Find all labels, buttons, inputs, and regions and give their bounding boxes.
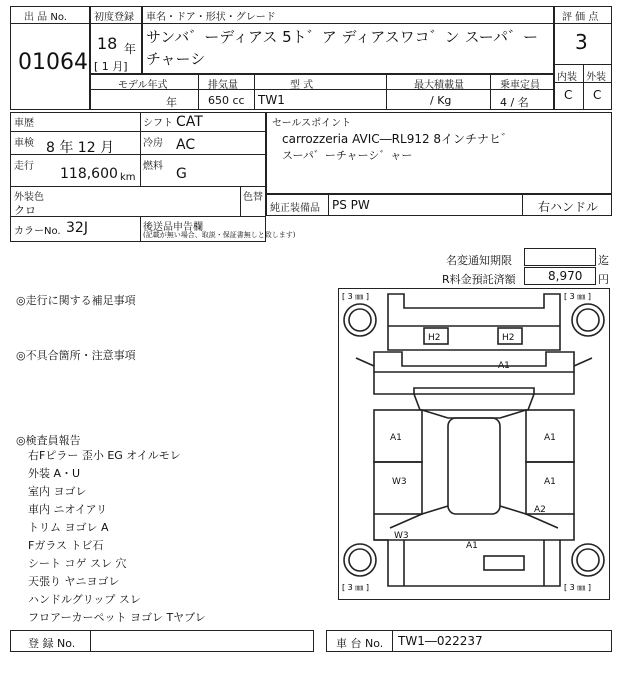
cc-value: 650 cc [208, 94, 245, 107]
chassis-label: 車 台 No. [336, 637, 384, 650]
equip-label: 純正装備品 [270, 203, 320, 214]
car-name: サンバ゛ーディアス 5ト゛ア ディアスワコ゛ン スーパ゛ーチャーシ [146, 28, 538, 68]
damage-mark: A2 [534, 505, 546, 515]
tire-depth-rr: [ 3 ㎜ ] [564, 583, 591, 592]
report-line: 右Fピラー 歪小 EG オイルモレ [28, 449, 181, 462]
tire-depth-fr: [ 3 ㎜ ] [564, 292, 591, 301]
grade-value: 3 [575, 30, 588, 54]
inspector-report-label: ◎検査員報告 [16, 434, 81, 447]
shift-label: シフト [143, 118, 173, 129]
defect-notes-label: ◎不具合箇所・注意事項 [16, 349, 136, 362]
seats-label: 乗車定員 [500, 80, 540, 91]
sales-line-1: carrozzeria AVIC―RL912 8インチナヒ゛ [282, 132, 514, 146]
handle-value: 右ハンドル [538, 200, 599, 214]
inspection-value: 8 年 12 月 [46, 140, 115, 156]
color-change-label: 色替 [243, 192, 263, 203]
recycle-label: R料金預託済額 [442, 273, 516, 286]
model-year-label: モデル年式 [118, 80, 168, 91]
report-line: Fガラス トビ石 [28, 539, 104, 552]
damage-mark: W3 [392, 477, 407, 487]
inspection-label: 車検 [14, 138, 34, 149]
cc-label: 排気量 [208, 80, 238, 91]
lot-label: 出 品 No. [24, 12, 67, 23]
tire-depth-fl: [ 3 ㎜ ] [342, 292, 369, 301]
lot-number: 01064 [18, 50, 88, 75]
color-no-label: カラーNo. [14, 226, 61, 237]
damage-mark: A1 [544, 433, 556, 443]
mileage-unit: km [120, 172, 136, 183]
seats-value: 4 / 名 [500, 96, 529, 109]
meter-deadline-box [524, 248, 596, 266]
tire-depth-rl: [ 3 ㎜ ] [342, 583, 369, 592]
damage-mark: H2 [428, 333, 441, 343]
meter-deadline-label: 名変通知期限 [446, 254, 512, 267]
load-label: 最大積載量 [414, 80, 464, 91]
ac-value: AC [176, 137, 196, 153]
equip-value: PS PW [332, 198, 370, 212]
reg-year: 18 [97, 34, 118, 53]
fuel-value: G [176, 166, 187, 182]
exterior-label: 外装 [586, 72, 606, 83]
car-name-label: 車名・ドア・形状・グレード [146, 12, 276, 23]
mileage-value: 118,600 [60, 166, 118, 182]
grade-label: 評 価 点 [562, 12, 599, 23]
damage-mark: H2 [502, 333, 515, 343]
damage-mark: A1 [390, 433, 402, 443]
car-diagram [338, 288, 610, 600]
damage-mark: A1 [466, 541, 478, 551]
report-line: 室内 ヨゴレ [28, 485, 87, 498]
report-note: (記載が無い場合、取説・保証書無しと致します) [143, 231, 296, 239]
type-label: 型 式 [290, 80, 314, 91]
history-label: 車歴 [14, 118, 34, 129]
exterior-grade: C [593, 88, 602, 102]
report-line: 外装 A・U [28, 467, 81, 480]
recycle-unit: 円 [598, 273, 609, 286]
sales-label: セールスポイント [272, 118, 352, 129]
reg-month: [ 1 月] [94, 60, 128, 73]
fuel-label: 燃料 [143, 161, 163, 172]
damage-mark: W3 [394, 531, 409, 541]
sales-line-2: スーパ゛ーチャーシ゛ャー [282, 149, 413, 162]
damage-mark: A1 [544, 477, 556, 487]
model-year-unit: 年 [166, 96, 177, 109]
report-line: ハンドルグリップ スレ [28, 593, 141, 606]
report-line: 車内 ニオイアリ [28, 503, 108, 516]
report-line: 天張り ヤニヨゴレ [28, 575, 120, 588]
damage-mark: A1 [498, 361, 510, 371]
mileage-label: 走行 [14, 161, 34, 172]
color-value: クロ [14, 204, 36, 217]
meter-deadline-unit: 迄 [598, 254, 609, 267]
report-line: シート コゲ スレ 穴 [28, 557, 127, 570]
report-line: フロアーカーペット ヨゴレ Tヤブレ [28, 611, 206, 624]
report-line: トリム ヨゴレ A [28, 521, 109, 534]
recycle-value: 8,970 [548, 269, 583, 283]
running-notes-label: ◎走行に関する補足事項 [16, 294, 136, 307]
ac-label: 冷房 [143, 138, 163, 149]
report-label: 後送品申告欄 [143, 222, 203, 233]
reg-no-label: 登 録 No. [28, 637, 76, 650]
interior-label: 内装 [557, 72, 577, 83]
shift-value: CAT [176, 114, 203, 130]
reg-year-unit: 年 [124, 42, 137, 56]
chassis-value: TW1―022237 [398, 634, 483, 648]
type-value: TW1 [258, 93, 285, 107]
first-reg-label: 初度登録 [94, 12, 134, 23]
load-value: / Kg [430, 94, 452, 107]
interior-grade: C [564, 88, 573, 102]
color-label: 外装色 [14, 192, 44, 203]
color-no-value: 32J [66, 220, 88, 236]
